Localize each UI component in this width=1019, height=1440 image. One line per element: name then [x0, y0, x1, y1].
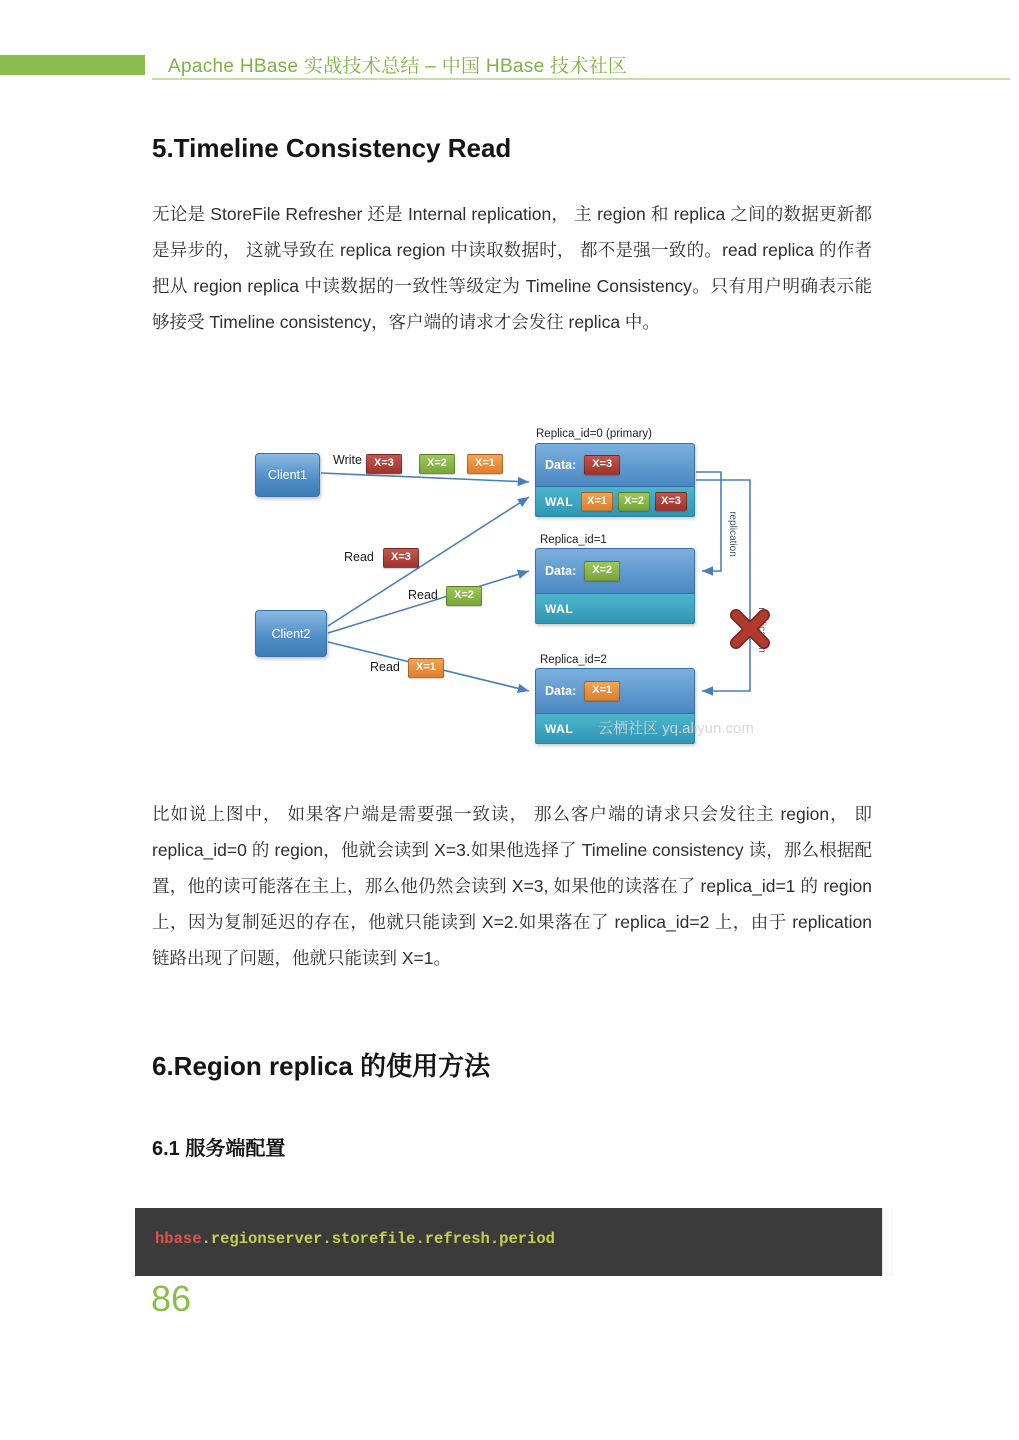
- section-6-1-title: 6.1 服务端配置: [152, 1138, 286, 1160]
- replication-label: replication: [756, 607, 767, 653]
- read-label-replica1: Read: [408, 588, 438, 602]
- replica0-data-value: X=3: [584, 455, 620, 475]
- write-value-x1: X=1: [467, 454, 503, 474]
- replica1-data-box: [535, 548, 695, 594]
- section-5-title: 5.Timeline Consistency Read: [152, 133, 512, 163]
- read-arrow-replica1: [328, 571, 529, 633]
- timeline-consistency-diagram: [230, 422, 790, 767]
- data-label: Data:: [545, 458, 577, 472]
- client2-box: [255, 610, 327, 657]
- replication-path-replica2: [696, 480, 750, 691]
- read-label-replica2: Read: [370, 660, 400, 674]
- write-value-x3: X=3: [366, 454, 402, 474]
- replica1-data-value: X=2: [584, 561, 620, 581]
- watermark: 云栖社区 yq.aliyun.com: [598, 720, 754, 737]
- client2-label: Client2: [271, 626, 311, 641]
- replica1-wal-bar: [535, 594, 695, 624]
- client1-label: Client1: [268, 468, 307, 482]
- read-value-x3: X=3: [383, 548, 419, 568]
- header-accent-bar: [0, 55, 145, 75]
- wal-label: WAL: [545, 601, 574, 616]
- read-value-x2: X=2: [446, 586, 482, 606]
- paragraph-1: 无论是 StoreFile Refresher 还是 Internal replication， 主 region 和 replica 之间的数据更新都是异步的， 这就导致在 replica region 中读取数据时， 都不是强一致的。read replica 的作者把从 region replica 中读数据的一致性等级定为 Timeline Consistency。只有用户明确表示能够接受 Timeline consistency，客户端的请求才会发往 replica 中。: [152, 204, 872, 332]
- write-value-x2: X=2: [419, 454, 455, 474]
- replication-label: replication: [727, 511, 738, 557]
- data-label: Data:: [545, 564, 577, 578]
- wal-label: WAL: [545, 494, 574, 509]
- replica0-wal-x3: X=3: [655, 492, 687, 512]
- data-label: Data:: [545, 684, 577, 698]
- replica0-wal-bar: [535, 487, 695, 517]
- client1-box: [255, 453, 320, 497]
- replication-path-replica1: [696, 472, 721, 571]
- replica2-data-box: [535, 668, 695, 714]
- header-title: Apache HBase 实战技术总结 – 中国 HBase 技术社区: [168, 56, 628, 77]
- write-arrow: [321, 473, 529, 482]
- replica0-title: Replica_id=0 (primary): [536, 428, 652, 440]
- paragraph-2: 比如说上图中， 如果客户端是需要强一致读， 那么客户端的请求只会发往主 region， 即 replica_id=0 的 region，他就会读到 X=3.如果他选择了 Timeline consistency 读，那么根据配置，他的读可能落在主上，那么他仍然会读到 X=3, 如果他的读落在了 replica_id=1 的 region 上，因为复制延迟的存在，他就只能读到 X=2.如果落在了 replica_id=2 上，由于 replication 链路出现了问题，他就只能读到 X=1。: [152, 804, 872, 968]
- code-block: [135, 1208, 893, 1276]
- code-property-keyword: hbase: [155, 1230, 202, 1248]
- wal-label: WAL: [545, 721, 574, 736]
- code-scrollbar[interactable]: [882, 1208, 893, 1276]
- code-line: [155, 1230, 555, 1248]
- code-property-rest: .regionserver.storefile.refresh.period: [201, 1230, 555, 1248]
- replica2-title: Replica_id=2: [540, 654, 607, 666]
- replica0-data-box: [535, 443, 695, 487]
- page-number: 86: [151, 1278, 192, 1319]
- write-label: Write: [333, 453, 362, 467]
- replica1-title: Replica_id=1: [540, 534, 607, 546]
- section-6-title: 6.Region replica 的使用方法: [152, 1051, 491, 1081]
- replica0-wal-x2: X=2: [618, 492, 650, 512]
- header-divider: [152, 78, 1010, 80]
- replica0-wal-x1: X=1: [581, 492, 613, 512]
- read-value-x1: X=1: [408, 658, 444, 678]
- replica2-data-value: X=1: [584, 681, 620, 701]
- read-label-replica0: Read: [344, 550, 374, 564]
